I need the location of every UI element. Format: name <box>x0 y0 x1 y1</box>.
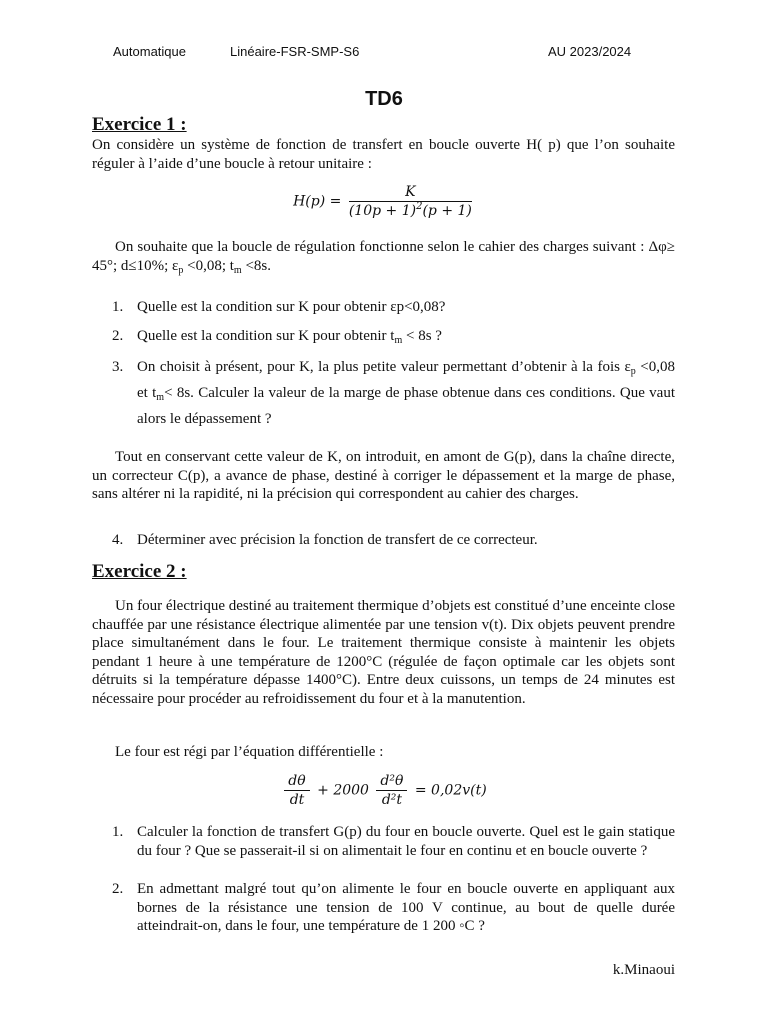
eq-num2: d²θ <box>376 773 407 791</box>
q3-sub2: m <box>156 392 165 403</box>
spec-sub-m: m <box>233 264 242 276</box>
differential-equation <box>0 773 768 808</box>
question-text: Calculer la fonction de transfert G(p) du four en boucle ouverte. Quel est le gain statique du four ? Que se passerait-il si on alimentait le four en continu et en boucle ouverte ? <box>137 824 675 859</box>
header-year: AU 2023/2024 <box>548 44 632 59</box>
exercise2-intro: Un four électrique destiné au traitement thermique d’objets est constitué d’une enceinte close chauffée par une résistance électrique alimentée par une tension v(t). Dix objets peuvent prendre place simultanément dans le four. Le traitement thermique consiste à maintenir les objets pendant 1 heure à une température de 1200°C (régulée de façon optimale car les objets sont détruits si la température dépasse 1400°C). Entre deux cuissons, un temps de 24 minutes est nécessaire pour procéder au refroidissement du four et à la manutention. <box>92 598 675 707</box>
ex1-question-4 <box>112 531 675 550</box>
den-part-b: (p + 1) <box>422 203 472 219</box>
exercise2-eq-intro: Le four est régi par l’équation différentielle : <box>115 744 384 760</box>
q3-text-b: <0,08 et t <box>137 359 675 401</box>
ex2-question-2 <box>112 880 675 936</box>
exercise1-intro: On considère un système de fonction de transfert en boucle ouverte H( p) que l’on souhaite réguler à l’aide d’une boucle à retour unitaire : <box>92 137 675 172</box>
exercise2-heading: Exercice 2 : <box>92 561 187 582</box>
exercise1-heading: Exercice 1 : <box>92 114 187 135</box>
den-part-a: (10p + 1) <box>348 203 417 219</box>
transfer-function-formula <box>0 184 768 219</box>
q3-text-a: On choisit à présent, pour K, la plus petite valeur permettant d’obtenir à la fois ε <box>137 359 631 375</box>
eq-den1: dt <box>289 792 305 808</box>
q2-text-a: Quelle est la condition sur K pour obtenir t <box>137 328 395 344</box>
q2-text-b: < 8s ? <box>402 328 442 344</box>
exercise1-continuation: Tout en conservant cette valeur de K, on introduit, en amont de G(p), dans la chaîne directe, un correcteur C(p), a avance de phase, destiné à corriger le dépassement et la marge de phase, sans altérer ni la rapidité, ni la précision qui correspondent au cahier des charges. <box>92 449 675 502</box>
eq-den2: d²t <box>381 792 403 808</box>
question-number: 1. <box>112 824 124 840</box>
ex1-question-2 <box>112 327 675 346</box>
question-number: 3. <box>112 359 124 375</box>
ex1-question-3 <box>112 354 675 432</box>
eq-fraction-1 <box>284 773 309 808</box>
question-text: Quelle est la condition sur K pour obtenir εp<0,08? <box>137 299 446 315</box>
question-text: Déterminer avec précision la fonction de transfert de ce correcteur. <box>137 532 538 548</box>
question-number: 2. <box>112 328 124 344</box>
page-title: TD6 <box>365 88 403 110</box>
question-text <box>137 327 675 346</box>
formula-numerator: K <box>349 184 472 202</box>
eq-num1: dθ <box>284 773 309 791</box>
eq-mid: + 2000 <box>317 782 369 799</box>
header-course: Automatique <box>113 44 186 59</box>
q3-text-c: < 8s. Calculer la valeur de la marge de phase obtenue dans ces conditions. Que vaut alors le dépassement ? <box>137 385 675 427</box>
q2-sub: m <box>394 335 403 346</box>
spec-end: <8s. <box>241 257 271 274</box>
question-number: 1. <box>112 299 124 315</box>
question-number: 2. <box>112 881 124 897</box>
spec-line1: On souhaite que la boucle de régulation fonctionne selon le cahier des charges <box>115 239 589 255</box>
q3-sub1: p <box>630 366 636 377</box>
exercise1-spec <box>92 238 675 275</box>
eq-rhs: = 0,02v(t) <box>414 782 487 799</box>
formula-denominator <box>349 202 472 219</box>
question-number: 4. <box>112 532 124 548</box>
author-signature: k.Minaoui <box>612 962 675 978</box>
spec-line2: suivant : Δφ≥ 45°; d≤10%; ε <box>92 239 675 274</box>
den-exponent: 2 <box>416 201 423 212</box>
ex2-question-1 <box>112 823 675 860</box>
spec-sub-p: p <box>178 264 184 276</box>
eq-fraction-2 <box>376 773 407 808</box>
formula-lhs: H(p) = <box>293 193 342 210</box>
question-text: En admettant malgré tout qu’on alimente le four en boucle ouverte en appliquant aux bornes de la résistance une tension de 100 V continue, au bout de quelle durée atteindrait-on, dans le four, une température de 1 200 ◦C ? <box>137 881 675 934</box>
formula-fraction <box>349 184 472 219</box>
ex1-question-1 <box>112 298 675 317</box>
spec-mid: <0,08; t <box>183 257 234 274</box>
header-program: Linéaire-FSR-SMP-S6 <box>230 44 360 59</box>
question-text <box>137 354 675 432</box>
